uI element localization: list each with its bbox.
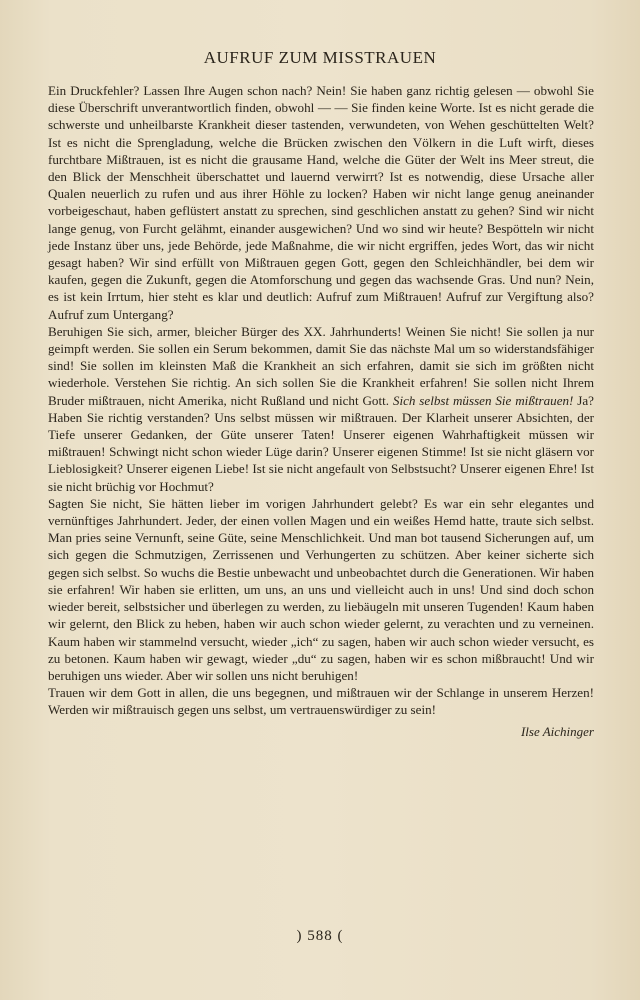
paragraph	[48, 495, 594, 684]
author-signature: Ilse Aichinger	[520, 723, 594, 739]
page-title: AUFRUF ZUM MISSTRAUEN	[203, 48, 437, 67]
paragraph-text: Ja? Haben Sie richtig verstanden? Uns selbst müssen wir mißtrauen. Der Klarheit unserer Absichten, der Tiefe unserer Gedanken, der Güte unserer Taten! Unserer eigenen Wahrhaftigkeit müssen wir mißtrauen! Schwingt nicht schon wieder Lüge darin? Unserer eigenen Stimme! Ist sie nicht gläsern vor Lieblosigkeit? Unserer eigenen Liebe! Ist sie nicht angefault von Selbstsucht? Unserer eigenen Ehre! Ist sie nicht brüchig vor Hochmut?	[48, 392, 594, 494]
page-number: ) 588 (	[296, 928, 344, 944]
paragraph	[48, 684, 594, 718]
paragraph-text: Beruhigen Sie sich, armer, bleicher Bürger des XX. Jahrhunderts! Weinen Sie nicht! Sie sollen ja nur geimpft werden. Sie sollen ein Serum bekommen, damit Sie das nächste Mal um so widerstandsfähiger sind! Sie sollen im kleinsten Maß die Krankheit an sich erfahren, damit sie sich im größten nicht wiederhole. Verstehen Sie richtig. An sich sollen Sie die Krankheit erfahren! Sie sollen nicht Ihrem Bruder mißtrauen, nicht Amerika, nicht Rußland und nicht Gott.	[48, 323, 594, 408]
paragraph-text: Trauen wir dem Gott in allen, die uns begegnen, und mißtrauen wir der Schlange in unserem Herzen! Werden wir mißtrauisch gegen uns selbst, um vertrauenswürdiger zu sein!	[48, 685, 594, 718]
emphasized-text: Sich selbst müssen Sie mißtrauen!	[392, 392, 574, 408]
paragraph	[48, 323, 594, 495]
paragraph-text: Sagten Sie nicht, Sie hätten lieber im vorigen Jahrhundert gelebt? Es war ein sehr elegantes und vernünftiges Jahrhundert. Jeder, der einen vollen Magen und ein weißes Hemd hatte, traute sich selbst. Man pries seine Vernunft, seine Güte, seine Menschlichkeit. Und man bot tausend Sicherungen auf, um sich gegen die Schmutzigen, Zerrissenen und Verhungerten zu schützen. Aber keiner sicherte sich gegen sich selbst. So wuchs die Bestie unbewacht und unbeobachtet durch die Generationen. Wir haben sie erfahren! Wir haben sie erlitten, um uns, an uns und vielleicht auch in uns! Und sind doch schon wieder bereit, selbstsicher und überlegen zu werden, zu liebäugeln mit unseren Tugenden! Kaum haben wir gelernt, den Blick zu heben, haben wir auch schon wieder gelernt, zu verachten und zu verneinen. Kaum haben wir stammelnd versucht, wieder „ich“ zu sagen, haben wir auch schon wieder versucht, es zu betonen. Kaum haben wir gewagt, wieder „du“ zu sagen, haben wir es schon mißbraucht! Und wir beruhigen uns wieder. Aber wir sollen uns nicht beruhigen!	[48, 495, 594, 683]
paragraph	[48, 82, 594, 323]
article-body	[48, 82, 594, 740]
paragraph-text: Ein Druckfehler? Lassen Ihre Augen schon nach? Nein! Sie haben ganz richtig gelesen — obwohl Sie diese Überschrift unverantwortlich finden, obwohl — — Sie finden keine Worte. Ist es nicht gerade die schwerste und unheilbarste Krankheit dieser tastenden, verwundeten, von Wehen geschüttelten Welt? Ist es nicht die Sprengladung, welche die Brücken zwischen den Völkern in die Luft wirft, dieses furchtbare Mißtrauen, ist es nicht die grausame Hand, welche die Güter der Welt ins Meer streut, die den Blick der Menschheit überschattet und lauernd verwirrt? Ist es notwendig, diese Ursache aller Qualen neuerlich zu rufen und aus ihrer Höhle zu locken? Haben wir nicht lange genug aneinander vorbeigeschaut, haben geflüstert anstatt zu sprechen, sind geschlichen anstatt zu gehen? Sind wir nicht lange genug, von Furcht gelähmt, einander ausgewichen? Und wo sind wir heute? Bespötteln wir nicht jede Instanz über uns, jede Behörde, jede Maßnahme, die wir nicht ergriffen, jedes Wort, das wir nicht gesagt haben? Wir sind erfüllt von Mißtrauen gegen Gott, gegen den Schleichhändler, bei dem wir kaufen, gegen die Zukunft, gegen die Atomforschung und gegen das wachsende Gras. Und nun? Nein, es ist kein Irrtum, hier steht es klar und deutlich: Aufruf zum Mißtrauen! Aufruf zur Vergiftung also? Aufruf zum Untergang?	[48, 83, 594, 322]
